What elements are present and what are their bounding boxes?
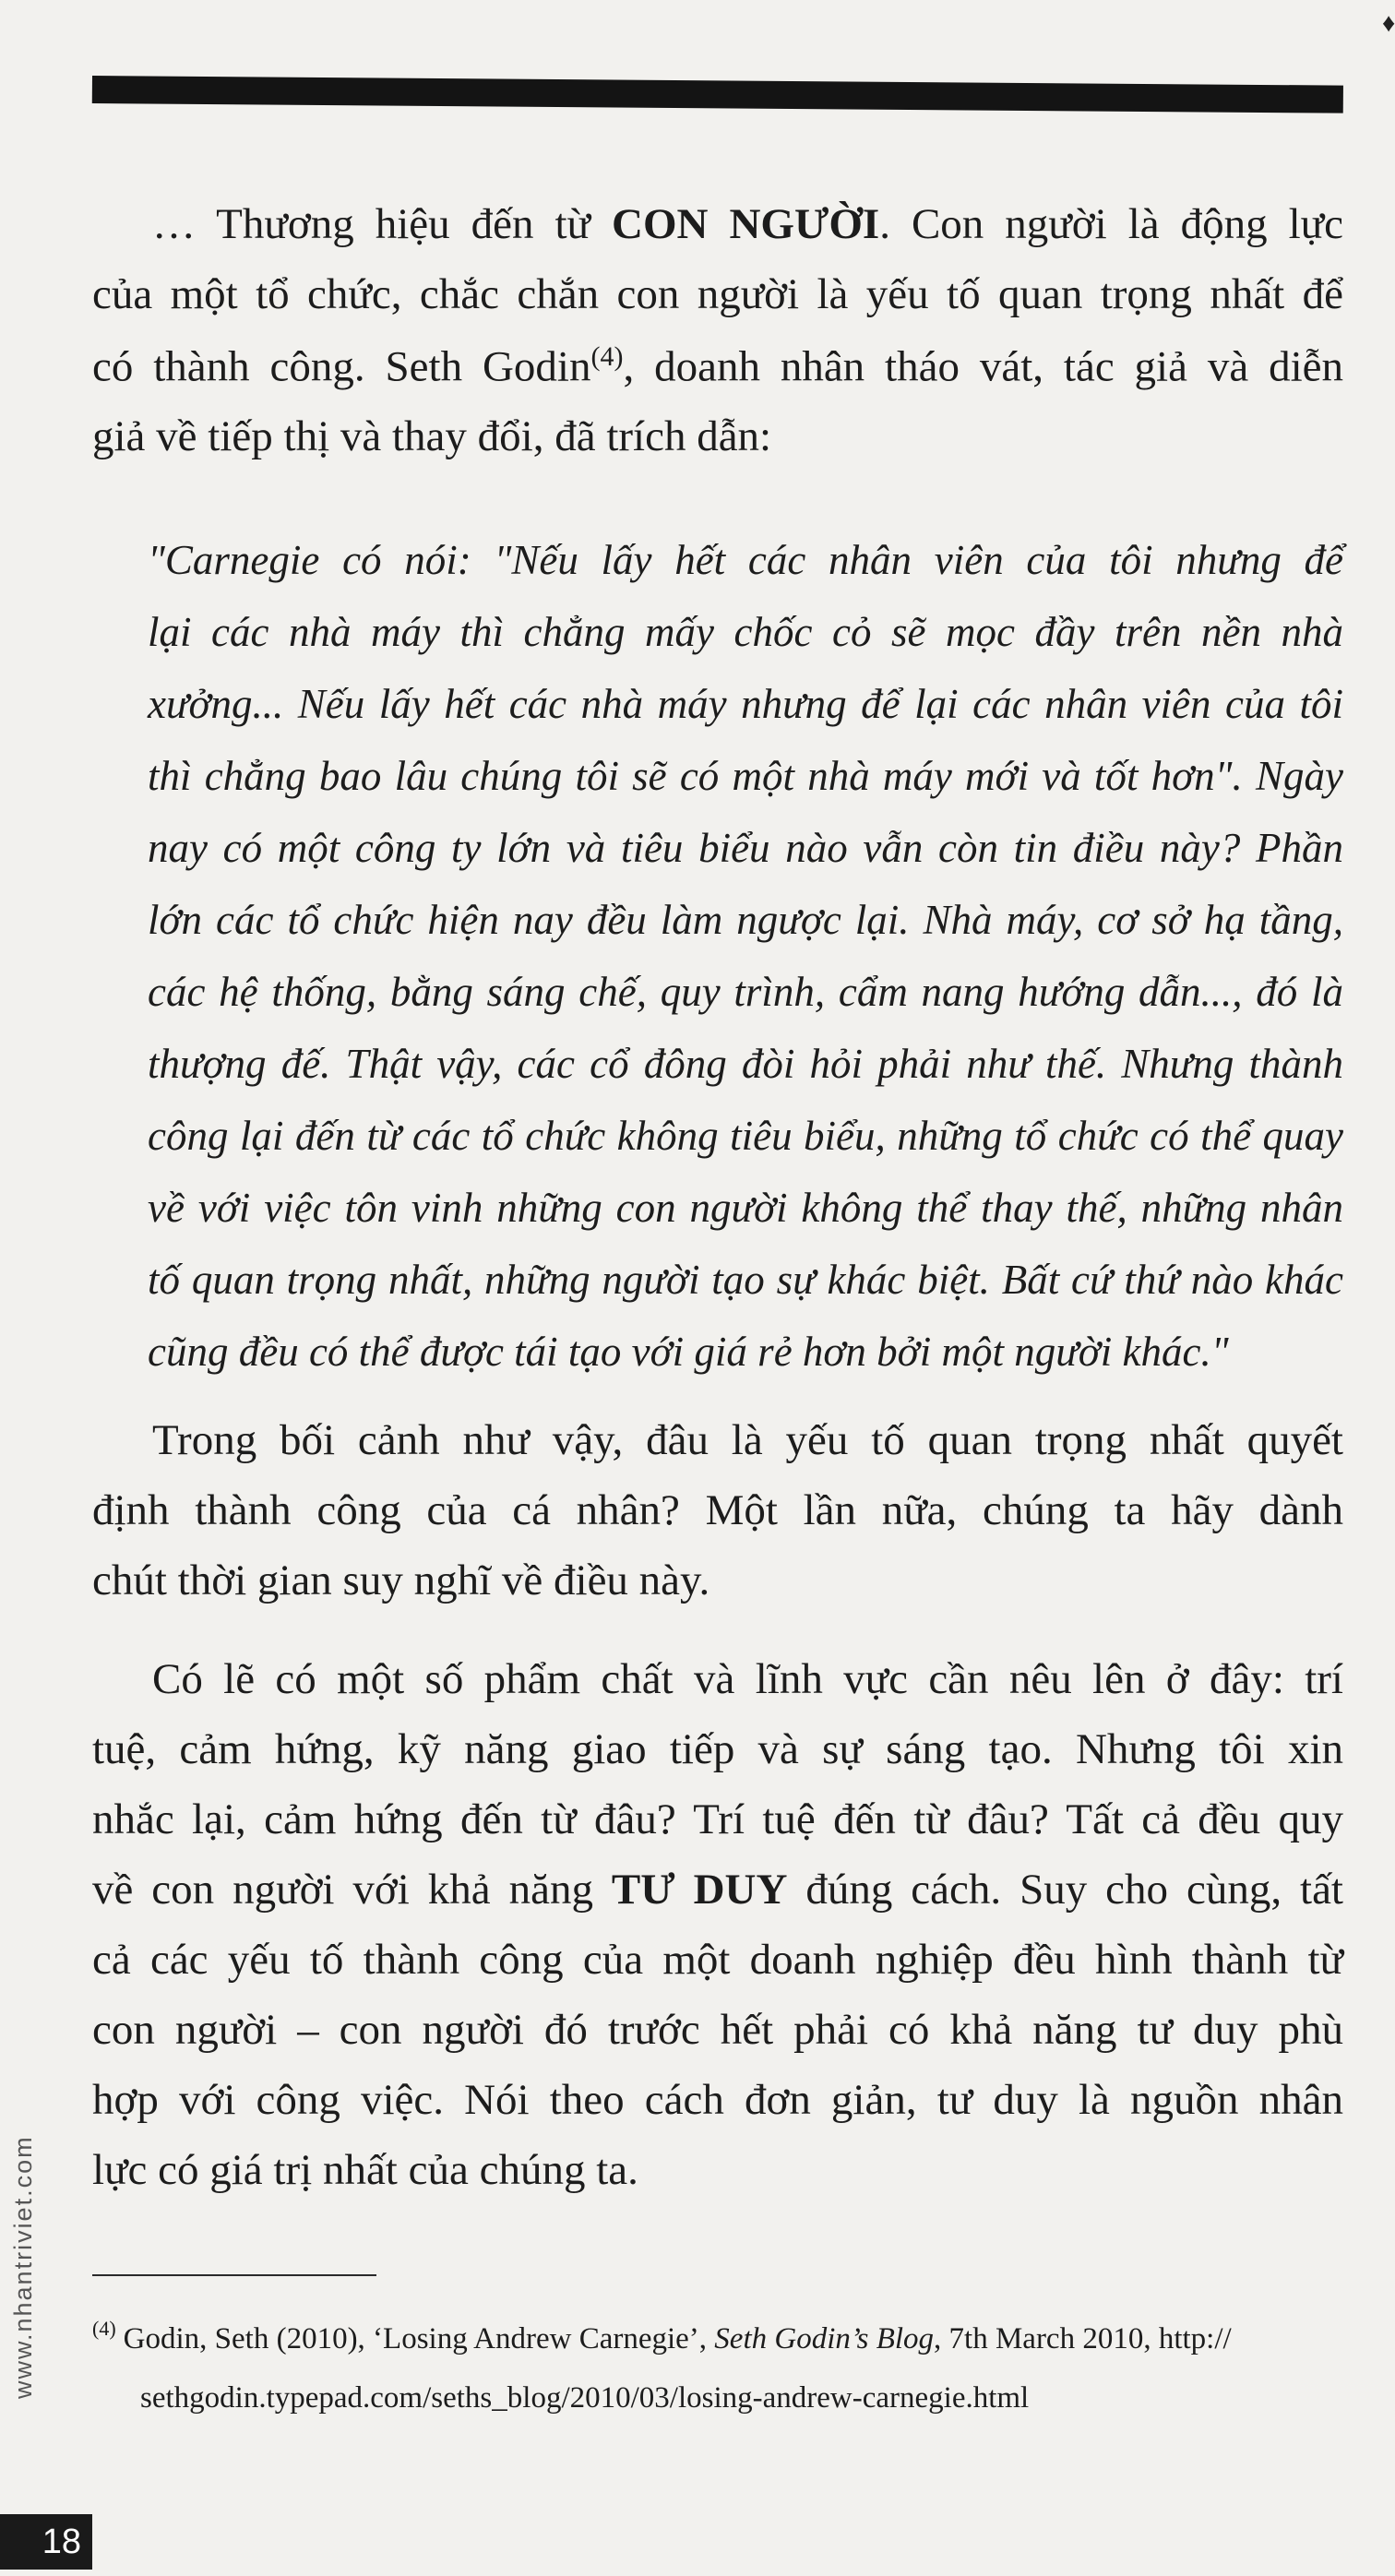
quote-line: công lại đến từ các tổ chức không tiêu biểu, những tổ chức có thể quay [148,1113,1343,1159]
quote-line: cũng đều có thể được tái tạo với giá rẻ hơn bởi một người khác." [148,1329,1229,1375]
footnote-marker: (4) [92,2317,116,2340]
paragraph-2-line: chút thời gian suy nghĩ về điều này. [92,1556,710,1604]
footnote-line-1: $^{(4)}$ Godin, Seth (2010), ‘Losing Andrew Carnegie’, Seth Godin’s Blog, 7th March 2010, http:// [92,2317,1232,2355]
footnote [92,2299,1343,2427]
paragraph-1-line-3: có thành công. Seth Godin$^{(4)}$, doanh nhân tháo vát, tác giả và diễn [92,341,1344,391]
footnote-url: sethgodin.typepad.com/seths_blog/2010/03/losing-andrew-carnegie.html [140,2381,1030,2415]
quote-line: xưởng... Nếu lấy hết các nhà máy nhưng để lại các nhân viên của tôi [148,681,1343,727]
keyword-con-nguoi: CON NGƯỜI [612,200,880,248]
paragraph-3-line-4: về con người với khả năng TƯ DUY đúng cách. Suy cho cùng, tất [92,1866,1343,1914]
paragraph-3-line-2: tuệ, cảm hứng, kỹ năng giao tiếp và sự sáng tạo. Nhưng tôi xin [92,1725,1343,1773]
quote-line: nay có một công ty lớn và tiêu biểu nào vẫn còn tin điều này? Phần [148,825,1343,871]
quote-line: thì chẳng bao lâu chúng tôi sẽ có một nhà máy mới và tốt hơn". Ngày [148,753,1343,799]
paragraph-3-line-3: nhắc lại, cảm hứng đến từ đâu? Trí tuệ đến từ đâu? Tất cả đều quy [92,1795,1343,1843]
corner-mark: ♦ [1382,9,1395,38]
quote-line: lớn các tổ chức hiện nay đều làm ngược lại. Nhà máy, cơ sở hạ tầng, [148,897,1343,943]
paragraph-3-line-5: cả các yếu tố thành công của một doanh nghiệp đều hình thành từ [92,1936,1343,1984]
quote-line: thượng đế. Thật vậy, các cổ đông đòi hỏi phải như thế. Nhưng thành [148,1041,1343,1087]
paragraph-1-line-2: của một tổ chức, chắc chắn con người là yếu tố quan trọng nhất để [92,270,1343,318]
paragraph-3-line-1: Có lẽ có một số phẩm chất và lĩnh vực cần nêu lên ở đây: trí [152,1655,1343,1703]
paragraph-2-line: Trong bối cảnh như vậy, đâu là yếu tố quan trọng nhất quyết [152,1416,1343,1464]
footnote-rule [92,2274,376,2276]
paragraph-3-line-8: lực có giá trị nhất của chúng ta. [92,2146,638,2194]
paragraph-3-line-7: hợp với công việc. Nói theo cách đơn giản, tư duy là nguồn nhân [92,2076,1343,2124]
quote-line: các hệ thống, bằng sáng chế, quy trình, cẩm nang hướng dẫn..., đó là [148,969,1343,1015]
paragraph-2-line: định thành công của cá nhân? Một lần nữa, chúng ta hãy dành [92,1486,1343,1534]
blog-title: Seth Godin’s Blog [714,2322,935,2355]
page-number: 18 [0,2514,92,2570]
paragraph-1-line-1: … Thương hiệu đến từ CON NGƯỜI. Con người là động lực [152,200,1343,248]
quote-line: về với việc tôn vinh những con người không thể thay thế, những nhân [148,1185,1343,1231]
keyword-tu-duy: TƯ DUY [611,1866,788,1914]
quote-line: "Carnegie có nói: "Nếu lấy hết các nhân viên của tôi nhưng để [148,537,1343,583]
footnote-ref-4: (4) [590,341,624,372]
paragraph-1-line-4: giả về tiếp thị và thay đổi, đã trích dẫn: [92,412,772,460]
publisher-watermark: www.nhantriviet.com [9,2135,37,2399]
quote-line: lại các nhà máy thì chẳng mấy chốc cỏ sẽ mọc đầy trên nền nhà [148,609,1343,655]
paragraph-3-line-6: con người – con người đó trước hết phải có khả năng tư duy phù [92,2006,1343,2054]
quote-line: tố quan trọng nhất, những người tạo sự khác biệt. Bất cứ thứ nào khác [148,1257,1343,1303]
